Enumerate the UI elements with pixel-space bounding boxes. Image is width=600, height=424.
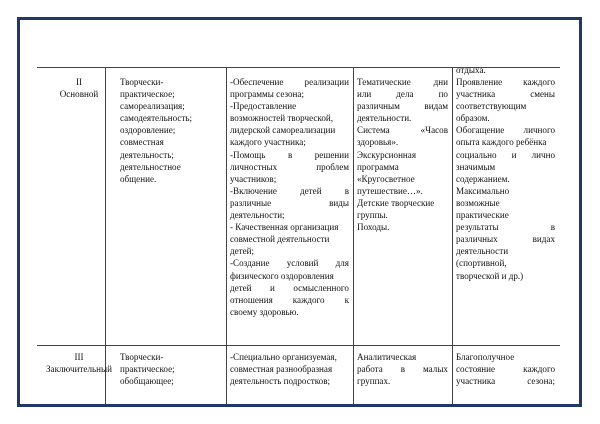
stage-cell: II Основной [59, 77, 99, 100]
text-line [456, 363, 555, 375]
word: Система [357, 125, 390, 136]
word: дни [433, 77, 448, 87]
results-cell [456, 351, 555, 387]
word: реализации [304, 77, 349, 87]
word: лично [531, 149, 555, 160]
word: видам [424, 101, 448, 112]
text-line: (спортивной, [456, 258, 507, 269]
word: -Создание [230, 258, 270, 269]
word: в [400, 364, 406, 375]
text-line: совместная [120, 137, 164, 148]
forms-cell [120, 351, 230, 387]
text-line [230, 294, 349, 306]
column-divider [353, 67, 354, 407]
word: и [270, 282, 275, 293]
word: социально [456, 149, 497, 160]
text-line [357, 76, 448, 88]
text-line: участников; [230, 173, 277, 184]
word: личного [523, 125, 555, 136]
text-line: оздоровление; [120, 125, 176, 136]
column-divider [452, 67, 453, 407]
word: работа [357, 364, 383, 375]
text-line: Экскурсионная [357, 149, 417, 160]
word: Проявление [456, 77, 503, 87]
text-line [456, 76, 555, 88]
text-line: путешествие…». [357, 185, 423, 196]
text-line: деятельностное [120, 161, 181, 172]
text-line: практическое; [120, 364, 175, 375]
word: детей [230, 282, 252, 293]
word: и [511, 149, 517, 160]
word: смены [530, 89, 555, 100]
text-line [230, 197, 349, 209]
row-divider [37, 345, 560, 346]
text-line: - Качественная организация [230, 222, 339, 233]
text-line [456, 233, 555, 245]
word: в [344, 185, 349, 196]
text-line: Аналитическая [357, 352, 417, 362]
word: различных [456, 234, 498, 245]
word: «Часов [420, 125, 448, 136]
text-line: группах. [357, 376, 391, 387]
text-line: группы. [357, 210, 388, 221]
text-line [230, 257, 349, 269]
word: проблем [316, 161, 349, 172]
text-line: обобщающее; [120, 376, 174, 387]
word: личностных [230, 161, 278, 172]
forms-cell [120, 76, 230, 185]
text-line: деятельности. [357, 113, 412, 124]
activities-cell [357, 351, 448, 387]
text-line: самореализация; [120, 101, 185, 112]
word: Тематические [357, 77, 411, 87]
word: участника [456, 89, 496, 100]
tasks-cell [230, 76, 349, 318]
word: -Обеспечение [230, 77, 284, 87]
word: Обогащение [456, 125, 505, 136]
text-line [230, 185, 349, 197]
text-line: Максимально [456, 185, 510, 196]
word: в [550, 222, 555, 233]
word: -Включение [230, 185, 277, 196]
text-line [456, 149, 555, 161]
word: виды [329, 197, 349, 208]
text-line: программы сезона; [230, 89, 304, 100]
word: каждого [523, 364, 555, 375]
word: по [438, 89, 448, 100]
activities-cell [357, 76, 448, 233]
text-line [456, 375, 555, 387]
text-line: опыта каждого ребёнка [456, 137, 547, 148]
word: для [335, 258, 349, 269]
text-line [456, 124, 555, 136]
text-line: Походы. [357, 222, 390, 233]
word: решении [314, 149, 349, 160]
text-line: детей; [230, 246, 255, 257]
word: -Помощь [230, 149, 266, 160]
word: каждого [292, 294, 325, 305]
text-line: «Кругосветное [357, 173, 415, 184]
text-line: Творчески- [120, 352, 164, 362]
text-line [357, 363, 448, 375]
text-line: соответствующим [456, 101, 527, 112]
text-line: -Специально организуемая, [230, 352, 337, 362]
word: или [357, 89, 372, 100]
word: участника [456, 376, 496, 387]
text-line: здоровья». [357, 137, 399, 148]
text-line [456, 88, 555, 100]
text-line: практические [456, 210, 509, 221]
text-line [357, 100, 448, 112]
text-line: творческой и др.) [456, 270, 524, 281]
word: различным [357, 101, 400, 112]
word: состояние [456, 364, 496, 375]
text-line: программа [357, 161, 399, 172]
text-line: деятельность; [120, 149, 174, 160]
word: видах [532, 234, 555, 245]
word: отношения [230, 294, 273, 305]
word: малых [422, 364, 448, 375]
results-carryover: отдыха. [456, 65, 486, 75]
text-line: общение. [120, 173, 157, 184]
word: результаты [456, 222, 499, 233]
text-line: Творчески- [120, 77, 164, 87]
text-line: образом. [456, 113, 490, 124]
text-line [230, 149, 349, 161]
text-line [230, 282, 349, 294]
text-line: практическое; [120, 89, 175, 100]
word: к [344, 294, 349, 305]
word: осмысленного [293, 282, 349, 293]
text-line [357, 124, 448, 136]
text-line: -Предоставление [230, 101, 297, 112]
word: различные [230, 197, 272, 208]
text-line: самодеятельность; [120, 113, 193, 124]
word: в [287, 149, 293, 160]
word: каждого [523, 77, 555, 87]
text-line: совместной деятельности [230, 234, 330, 245]
text-line: Благополучное [456, 352, 515, 362]
text-line: совместная разнообразная [230, 364, 333, 375]
text-line [230, 76, 349, 88]
results-cell [456, 76, 555, 282]
text-line: возможные [456, 197, 500, 208]
text-line [357, 88, 448, 100]
text-line: содержанием. [456, 173, 510, 184]
text-line: Детские творческие [357, 197, 435, 208]
text-line: своему здоровью. [230, 306, 299, 317]
text-line: значимым [456, 161, 496, 172]
text-line: каждого участника; [230, 137, 306, 148]
text-line [456, 221, 555, 233]
text-line: деятельность подростков; [230, 376, 331, 387]
stage-cell: III Заключительный [46, 352, 112, 375]
word: детей [300, 185, 322, 196]
text-line: деятельности [456, 246, 509, 257]
text-line: возможностей творческой, [230, 113, 334, 124]
text-line: физического оздоровления [230, 270, 334, 281]
text-line: лидерской самореализации [230, 125, 336, 136]
text-line [230, 161, 349, 173]
word: сезона; [527, 376, 555, 387]
word: дела [396, 89, 414, 100]
word: условий [286, 258, 319, 269]
tasks-cell [230, 351, 349, 387]
text-line: деятельности; [230, 210, 285, 221]
